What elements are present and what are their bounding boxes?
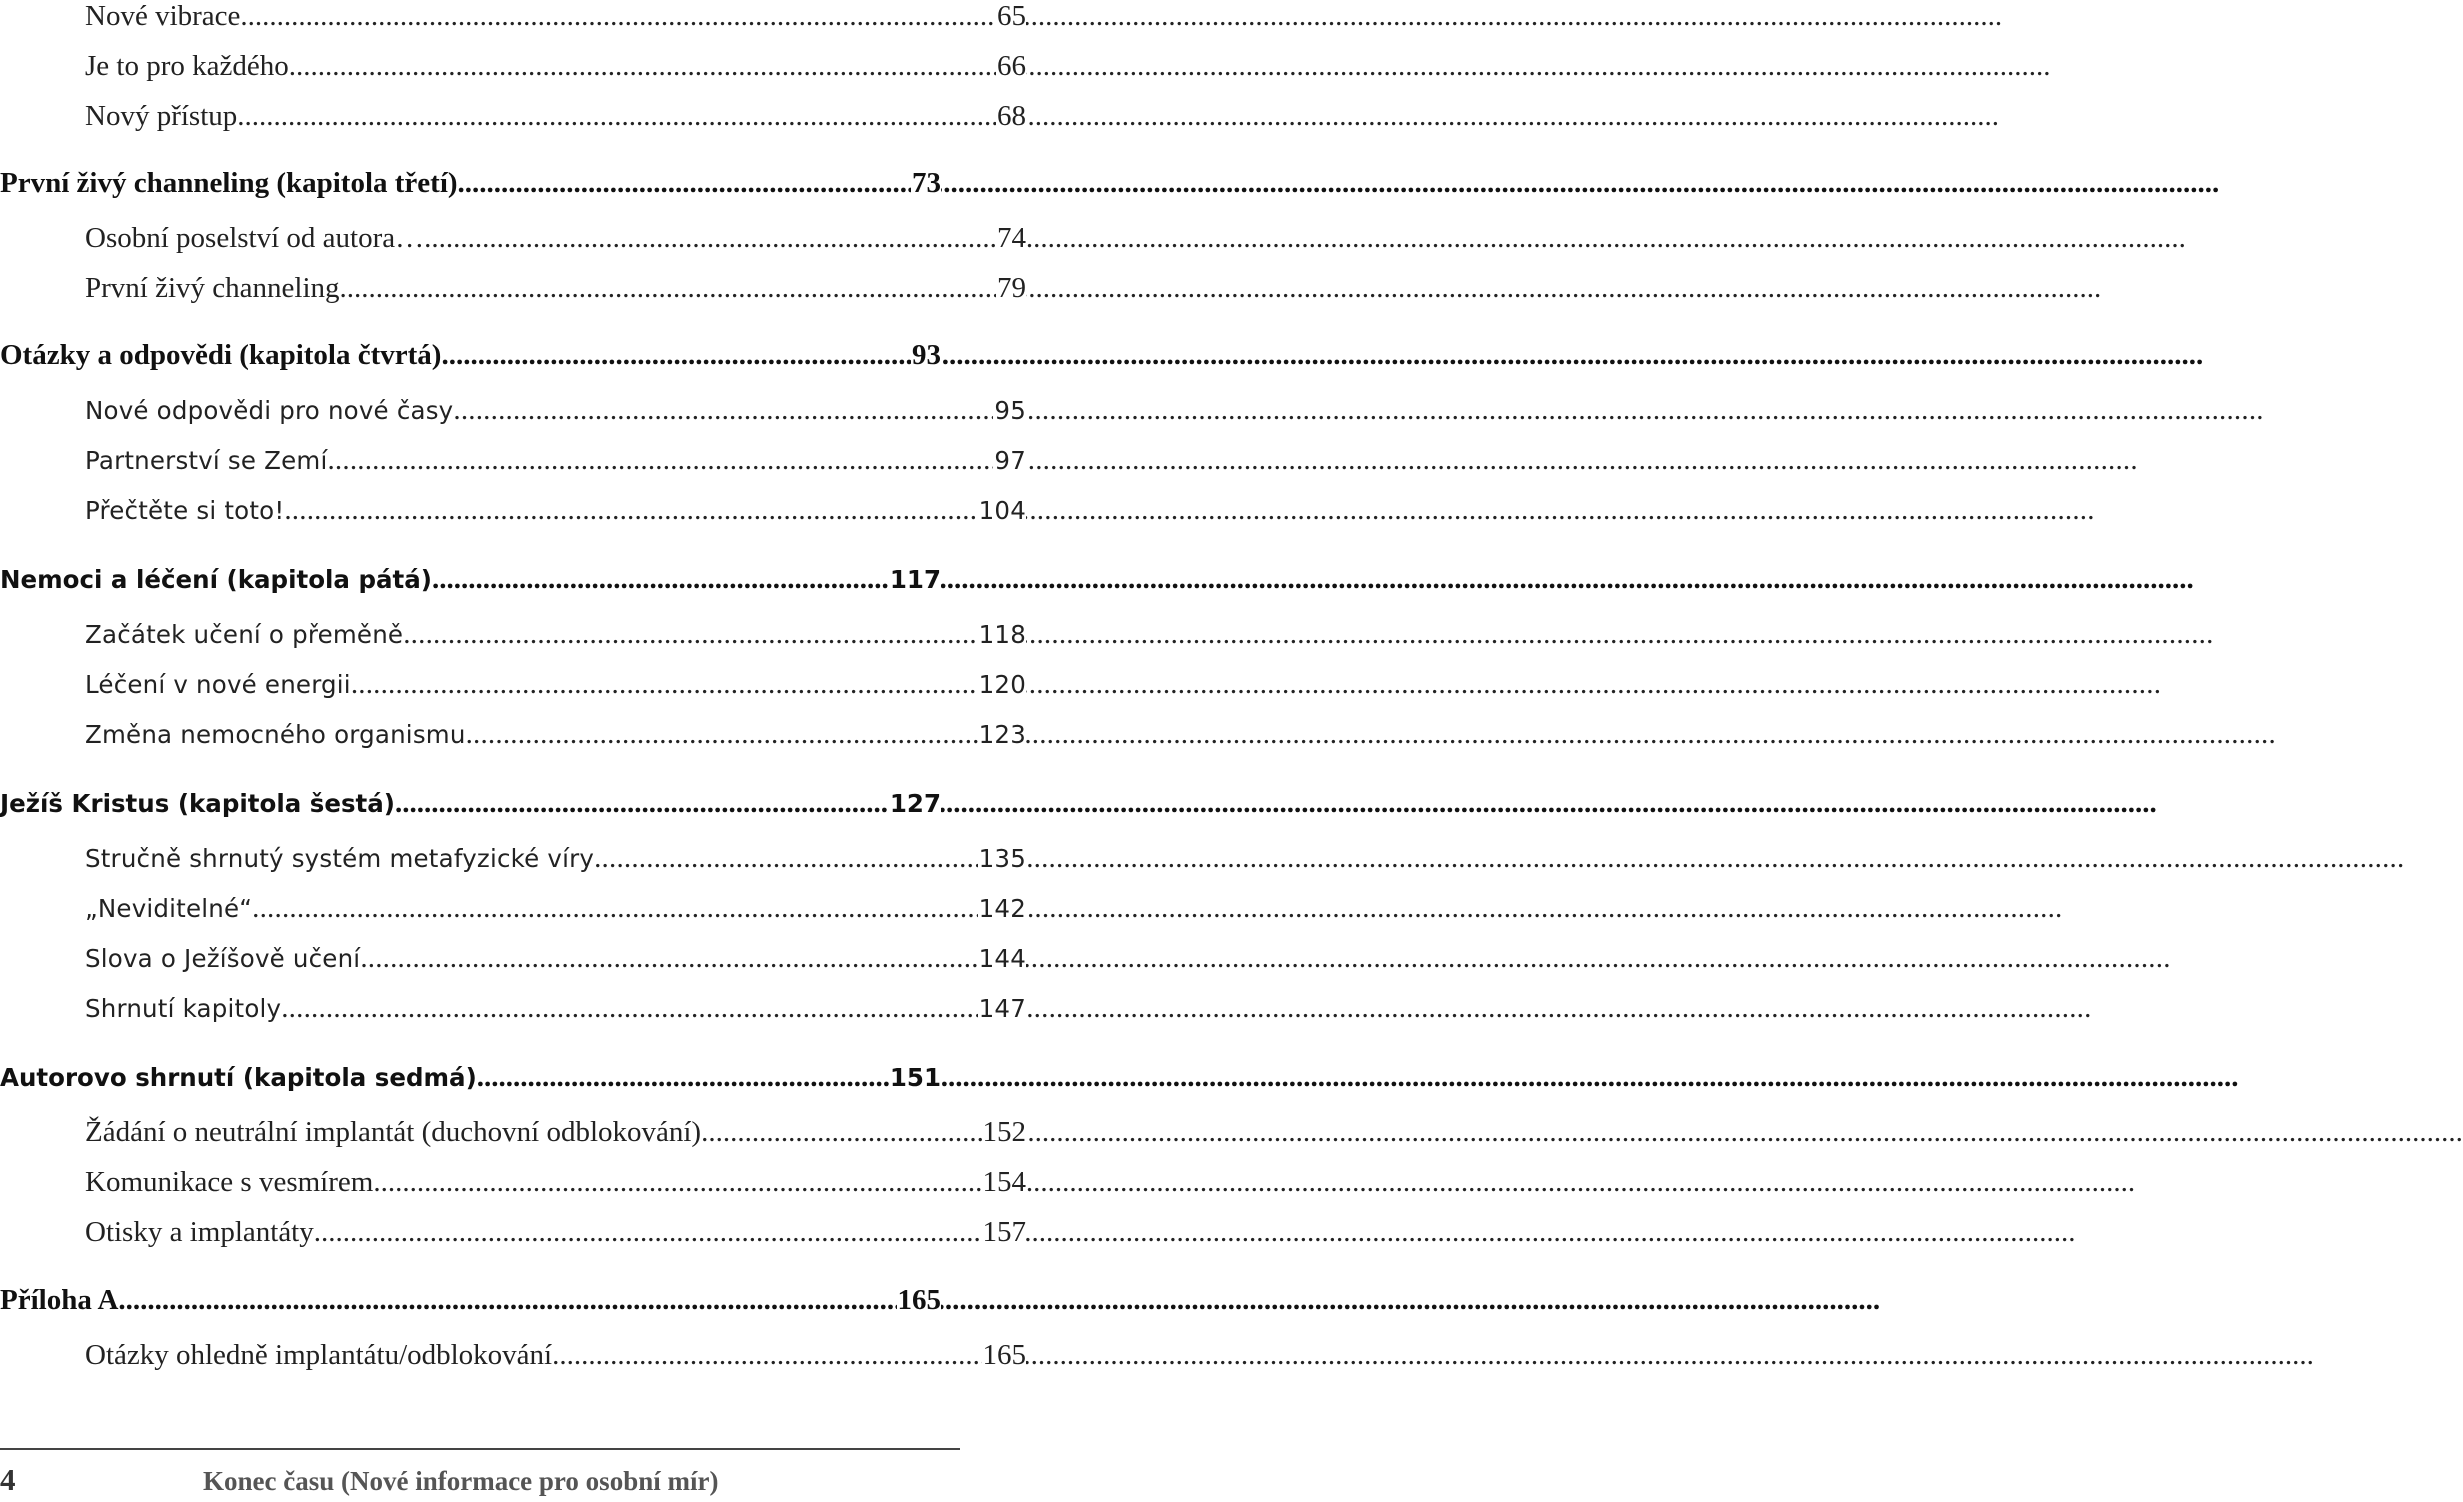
toc-chapter-page: 151: [889, 1063, 941, 1092]
toc-entry[interactable]: [0, 1216, 1026, 1256]
toc-chapter[interactable]: [0, 787, 941, 827]
toc-entry-page: 74: [997, 222, 1026, 254]
toc-chapter-page: 165: [897, 1284, 941, 1316]
toc-chapter-page: 73: [912, 167, 941, 199]
dot-leader: [237, 100, 996, 133]
toc-entry-title: První živý channeling: [85, 272, 340, 304]
page-number: 4: [0, 1462, 16, 1497]
toc-entry-title: Stručně shrnutý systém metafyzické víry: [85, 844, 595, 873]
dot-leader: [284, 494, 977, 527]
dot-leader: [432, 563, 889, 596]
toc-entry[interactable]: [0, 1116, 1026, 1156]
dot-leader: [118, 1284, 896, 1317]
toc-entry-title: Změna nemocného organismu: [85, 720, 466, 749]
dot-leader: [458, 167, 911, 200]
toc-entry-title: Žádání o neutrální implantát (duchovní odblokování): [85, 1116, 702, 1148]
toc-chapter-page: 93: [912, 339, 941, 371]
dot-leader: [453, 394, 993, 427]
dot-leader: [395, 787, 889, 820]
toc-chapter[interactable]: [0, 167, 941, 207]
toc-entry-page: 142: [978, 894, 1026, 923]
page-footer: [0, 1462, 960, 1502]
toc-chapter-title: Příloha A: [0, 1284, 119, 1316]
toc-entry-title: Komunikace s vesmírem: [85, 1166, 374, 1198]
toc-entry-page: 120: [978, 670, 1026, 699]
dot-leader: [701, 1116, 981, 1149]
toc-chapter[interactable]: [0, 1284, 941, 1324]
dot-leader: [314, 1216, 982, 1249]
running-title: Konec času (Nové informace pro osobní mír): [203, 1466, 719, 1496]
toc-entry-title: Nový přístup: [85, 100, 238, 132]
dot-leader: [466, 718, 978, 751]
toc-entry-page: 152: [982, 1116, 1026, 1148]
toc-entry-page: 165: [982, 1339, 1026, 1371]
toc-entry-title: Partnerství se Zemí: [85, 446, 328, 475]
toc-entry[interactable]: [0, 50, 1026, 90]
toc-chapter-title: Nemoci a léčení (kapitola pátá): [0, 565, 432, 594]
toc-entry[interactable]: [0, 272, 1026, 312]
toc-entry[interactable]: [0, 992, 1026, 1032]
toc-chapter-title: Otázky a odpovědi (kapitola čtvrtá): [0, 339, 442, 371]
toc-entry-title: Otisky a implantáty: [85, 1216, 314, 1248]
toc-entry-page: 135: [978, 844, 1026, 873]
dot-leader: [240, 0, 996, 33]
toc-entry[interactable]: [0, 942, 1026, 982]
toc-entry[interactable]: [0, 668, 1026, 708]
dot-leader: [281, 992, 977, 1025]
toc-entry-page: 65: [997, 0, 1026, 32]
dot-leader: [327, 444, 993, 477]
toc-chapter[interactable]: [0, 1061, 941, 1101]
dot-leader: [289, 50, 996, 83]
toc-entry[interactable]: [0, 0, 1026, 40]
dot-leader: [351, 668, 978, 701]
toc-chapter-title: Autorovo shrnutí (kapitola sedmá): [0, 1063, 477, 1092]
toc-chapter-page: 127: [889, 789, 941, 818]
toc-entry-page: 104: [978, 496, 1026, 525]
toc-entry[interactable]: [0, 1339, 1026, 1379]
toc-entry-title: Je to pro každého: [85, 50, 289, 82]
dot-leader: [373, 1166, 981, 1199]
dot-leader: [477, 1061, 889, 1094]
dot-leader: [403, 618, 977, 651]
footer-rule: [0, 1448, 960, 1450]
toc-entry[interactable]: [0, 100, 1026, 140]
toc-entry-page: 66: [997, 50, 1026, 82]
toc-entry[interactable]: [0, 842, 1026, 882]
toc-entry[interactable]: [0, 618, 1026, 658]
toc-entry-page: 79: [997, 272, 1026, 304]
dot-leader: [360, 942, 977, 975]
toc-entry[interactable]: [0, 494, 1026, 534]
toc-entry[interactable]: [0, 222, 1026, 262]
toc-entry-title: „Neviditelné“: [85, 894, 253, 923]
toc-entry-title: Otázky ohledně implantátu/odblokování: [85, 1339, 553, 1371]
toc-entry-title: Nové odpovědi pro nové časy: [85, 396, 454, 425]
toc-entry[interactable]: [0, 718, 1026, 758]
dot-leader: [340, 272, 996, 305]
toc-entry-title: Slova o Ježíšově učení: [85, 944, 361, 973]
toc-entry-page: 123: [978, 720, 1026, 749]
toc-chapter-page: 117: [889, 565, 941, 594]
toc-chapter-title: První živý channeling (kapitola třetí): [0, 167, 458, 199]
toc-chapter[interactable]: [0, 563, 941, 603]
toc-entry-page: 144: [978, 944, 1026, 973]
toc-entry-title: Začátek učení o přeměně: [85, 620, 404, 649]
toc-entry-page: 68: [997, 100, 1026, 132]
toc-entry-page: 147: [978, 994, 1026, 1023]
toc-entry-page: 95: [994, 396, 1026, 425]
dot-leader: [252, 892, 977, 925]
dot-leader: [424, 222, 996, 255]
toc-entry-title: Léčení v nové energii: [85, 670, 351, 699]
toc-entry-title: Nové vibrace: [85, 0, 241, 32]
toc-entry-page: 157: [982, 1216, 1026, 1248]
toc-entry[interactable]: [0, 394, 1026, 434]
toc-entry-title: Přečtěte si toto!: [85, 496, 285, 525]
toc-chapter-title: Ježíš Kristus (kapitola šestá): [0, 789, 396, 818]
toc-entry[interactable]: [0, 892, 1026, 932]
toc-entry[interactable]: [0, 1166, 1026, 1206]
toc-entry-title: Shrnutí kapitoly: [85, 994, 282, 1023]
toc-entry-title: Osobní poselství od autora…: [85, 222, 425, 254]
toc-entry-page: 97: [994, 446, 1026, 475]
dot-leader: [552, 1339, 981, 1372]
toc-entry-page: 118: [978, 620, 1026, 649]
dot-leader: [441, 339, 911, 372]
toc-entry-page: 154: [982, 1166, 1026, 1198]
toc-entry[interactable]: [0, 444, 1026, 484]
toc-chapter[interactable]: [0, 339, 941, 379]
dot-leader: [594, 842, 978, 875]
